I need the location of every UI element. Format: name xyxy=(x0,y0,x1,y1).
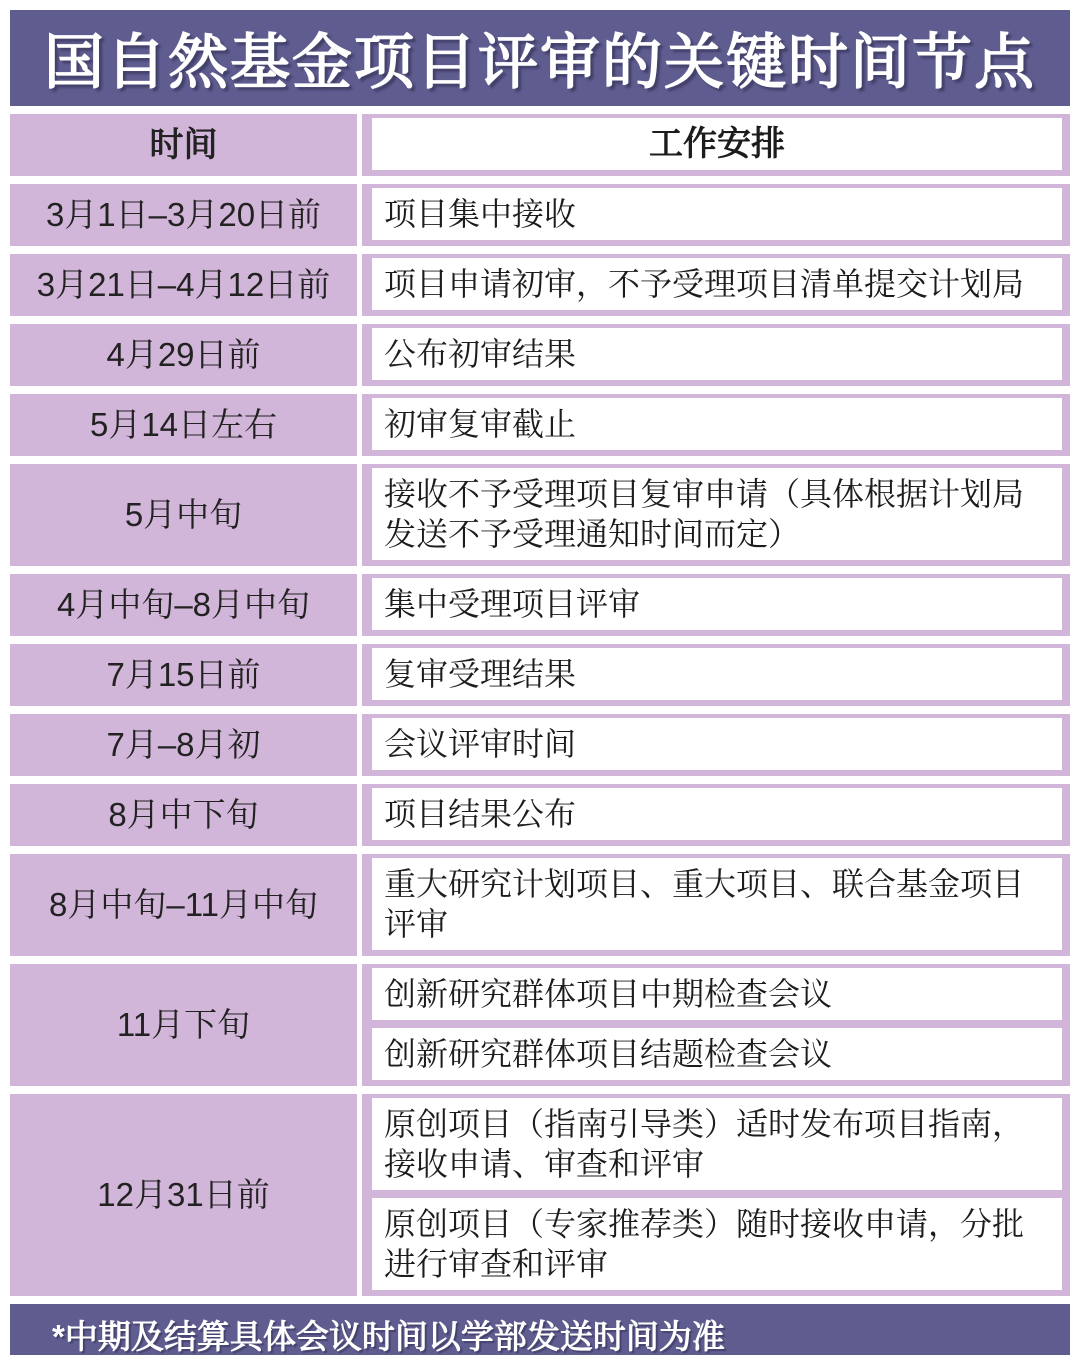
table-row xyxy=(10,254,1070,316)
work-segment xyxy=(362,464,1070,566)
work-segment xyxy=(362,854,1070,956)
work-segment xyxy=(362,1094,1070,1296)
work-cell: 集中受理项目评审 xyxy=(372,578,1062,630)
page-title: 国自然基金项目评审的关键时间节点 xyxy=(10,10,1070,106)
work-cell: 复审受理结果 xyxy=(372,648,1062,700)
time-cell: 4月29日前 xyxy=(10,324,357,386)
work-cell: 初审复审截止 xyxy=(372,398,1062,450)
table-row xyxy=(10,784,1070,846)
table-row xyxy=(10,394,1070,456)
time-cell: 4月中旬–8月中旬 xyxy=(10,574,357,636)
time-cell: 11月下旬 xyxy=(10,964,357,1086)
time-cell: 5月14日左右 xyxy=(10,394,357,456)
table-body xyxy=(10,184,1070,1296)
work-cell: 创新研究群体项目结题检查会议 xyxy=(372,1028,1062,1080)
work-cell: 项目集中接收 xyxy=(372,188,1062,240)
table-row xyxy=(10,324,1070,386)
work-cell: 接收不予受理项目复审申请（具体根据计划局发送不予受理通知时间而定） xyxy=(372,468,1062,560)
table-row xyxy=(10,854,1070,956)
table-row xyxy=(10,574,1070,636)
work-cell: 公布初审结果 xyxy=(372,328,1062,380)
time-cell: 8月中下旬 xyxy=(10,784,357,846)
work-cell: 会议评审时间 xyxy=(372,718,1062,770)
work-cell: 创新研究群体项目中期检查会议 xyxy=(372,968,1062,1020)
work-segment xyxy=(362,394,1070,456)
table-row xyxy=(10,184,1070,246)
work-cell: 项目申请初审，不予受理项目清单提交计划局 xyxy=(372,258,1062,310)
work-segment xyxy=(362,324,1070,386)
table-header-row xyxy=(10,114,1070,176)
table-row xyxy=(10,714,1070,776)
table-row xyxy=(10,1094,1070,1296)
time-cell: 7月–8月初 xyxy=(10,714,357,776)
footnote: *中期及结算具体会议时间以学部发送时间为准 xyxy=(10,1304,1070,1355)
table-row xyxy=(10,464,1070,566)
work-cell: 项目结果公布 xyxy=(372,788,1062,840)
work-segment xyxy=(362,964,1070,1086)
work-cell: 重大研究计划项目、重大项目、联合基金项目评审 xyxy=(372,858,1062,950)
time-cell: 3月21日–4月12日前 xyxy=(10,254,357,316)
table-row xyxy=(10,644,1070,706)
work-segment xyxy=(362,644,1070,706)
time-cell: 12月31日前 xyxy=(10,1094,357,1296)
time-cell: 3月1日–3月20日前 xyxy=(10,184,357,246)
work-cell: 原创项目（指南引导类）适时发布项目指南，接收申请、审查和评审 xyxy=(372,1098,1062,1190)
work-segment xyxy=(362,714,1070,776)
work-segment xyxy=(362,574,1070,636)
column-header-time: 时间 xyxy=(10,114,357,176)
time-cell: 7月15日前 xyxy=(10,644,357,706)
work-segment xyxy=(362,184,1070,246)
work-segment xyxy=(362,254,1070,316)
work-segment xyxy=(362,784,1070,846)
work-cell: 原创项目（专家推荐类）随时接收申请，分批进行审查和评审 xyxy=(372,1198,1062,1290)
column-header-work: 工作安排 xyxy=(372,118,1062,170)
time-cell: 8月中旬–11月中旬 xyxy=(10,854,357,956)
time-cell: 5月中旬 xyxy=(10,464,357,566)
header-work-segment xyxy=(362,114,1070,176)
table-row xyxy=(10,964,1070,1086)
